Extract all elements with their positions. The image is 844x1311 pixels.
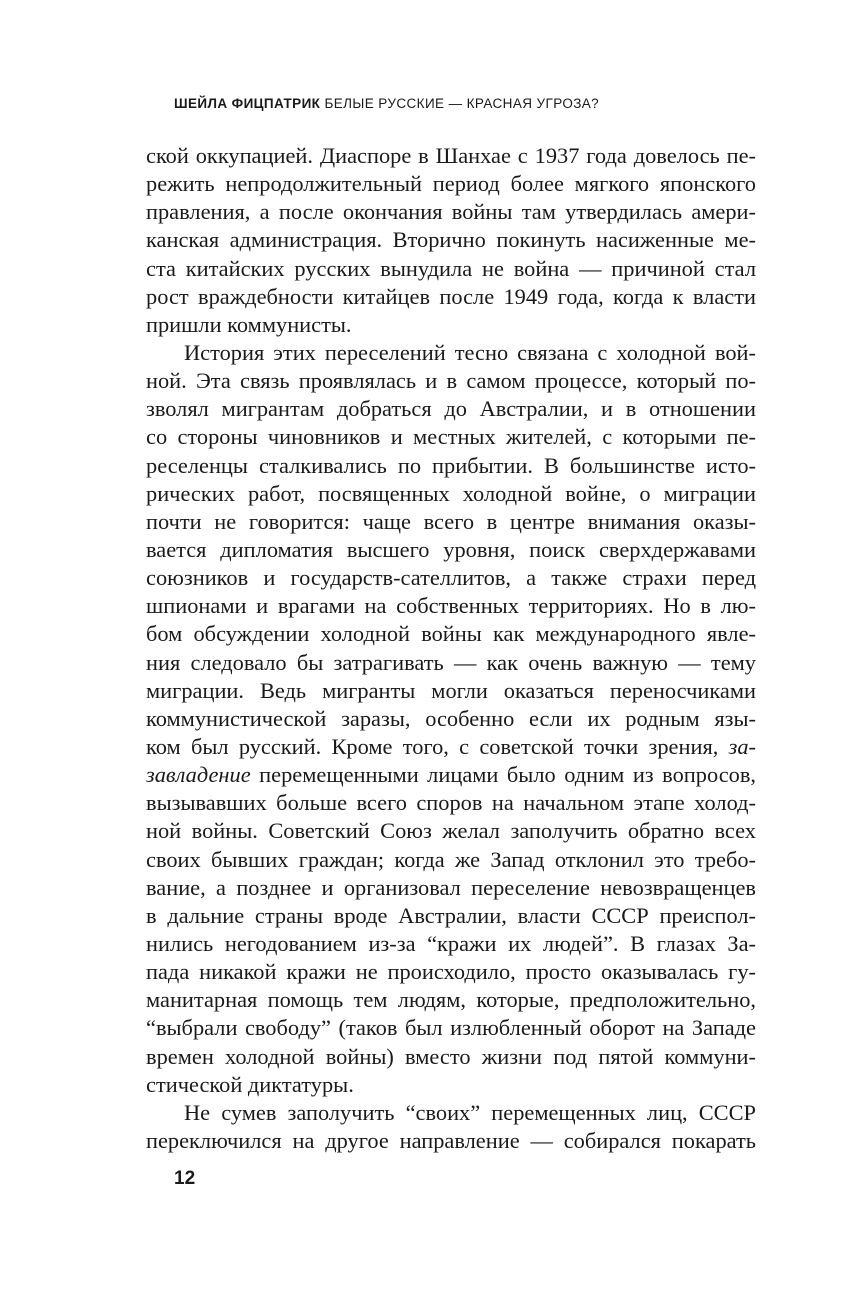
text-line: ной войны. Советский Союз желал заполучить обратно всех	[146, 818, 756, 844]
text-line: стической диктатуры.	[146, 1071, 354, 1097]
text-line: манитарная помощь тем людям, которые, предположительно,	[146, 987, 756, 1013]
text-line: вание, а позднее и организовал переселение невозвращенцев	[146, 874, 756, 900]
text-line-segment: ком был русский. Кроме того, с советской точки зрения,	[146, 733, 729, 759]
text-line: миграции. Ведь мигранты могли оказаться переносчиками	[146, 677, 756, 703]
text-line: реселенцы сталкивались по прибытии. В большинстве исто-	[146, 452, 756, 478]
text-line	[146, 733, 756, 761]
running-head	[174, 96, 774, 111]
text-line: союзников и государств-сателлитов, а также страхи перед	[146, 565, 756, 591]
text-line: зволял мигрантам добраться до Австралии, и в отношении	[146, 396, 756, 422]
emphasis: за-	[728, 733, 756, 759]
text-line: ния следовало бы затрагивать — как очень важную — тему	[146, 649, 756, 675]
text-line: коммунистической заразы, особенно если их родным язы-	[146, 705, 756, 731]
text-line: рост враждебности китайцев после 1949 года, когда к власти	[146, 283, 756, 309]
text-line: со стороны чиновников и местных жителей, с которыми пе-	[146, 424, 756, 450]
text-line: пришли коммунисты.	[146, 311, 352, 337]
text-line: канская администрация. Вторично покинуть насиженные ме-	[146, 227, 756, 253]
text-line: своих бывших граждан; когда же Запад отклонил это требо-	[146, 846, 756, 872]
text-line: переключился на другое направление — собирался покарать	[146, 1127, 756, 1153]
text-line: времен холодной войны) вместо жизни под пятой коммуни-	[146, 1043, 756, 1069]
text-line: ста китайских русских вынудила не война — причиной стал	[146, 255, 756, 281]
text-line: рических работ, посвященных холодной войне, о миграции	[146, 480, 756, 506]
text-line: вызывавших больше всего споров на начальном этапе холод-	[146, 790, 756, 816]
text-line: ской оккупацией. Диаспоре в Шанхае с 1937 года довелось пе-	[146, 143, 756, 168]
text-line: ной. Эта связь проявлялась и в самом процессе, который по-	[146, 368, 756, 394]
body-text	[146, 142, 756, 1155]
text-line: бом обсуждении холодной войны как международного явле-	[146, 621, 756, 647]
running-head-title: БЕЛЫЕ РУССКИЕ — КРАСНАЯ УГРОЗА?	[324, 96, 600, 111]
text-line: нились негодованием из-за “кражи их людей”. В глазах За-	[146, 930, 756, 956]
emphasis: завладение	[146, 762, 251, 788]
text-line	[146, 761, 756, 789]
text-line: “выбрали свободу” (таков был излюбленный оборот на Западе	[146, 1015, 756, 1041]
text-line: пада никакой кражи не происходило, просто оказывалась гу-	[146, 959, 756, 985]
text-line: шпионами и врагами на собственных территориях. Но в лю-	[146, 593, 756, 619]
text-line: в дальние страны вроде Австралии, власти СССР преиспол-	[146, 902, 756, 928]
text-line: История этих переселений тесно связана с холодной вой-	[184, 339, 756, 365]
text-line-segment: перемещенными лицами было одним из вопросов,	[250, 762, 756, 788]
running-head-author: ШЕЙЛА ФИЦПАТРИК	[174, 96, 321, 111]
page-number: 12	[174, 1168, 196, 1189]
text-line: вается дипломатия высшего уровня, поиск сверхдержавами	[146, 536, 756, 562]
text-line: режить непродолжительный период более мягкого японского	[146, 171, 756, 197]
text-line: правления, а после окончания войны там утвердилась амери-	[146, 199, 756, 225]
text-line: Не сумев заполучить “своих” перемещенных лиц, СССР	[184, 1099, 756, 1125]
text-line: почти не говорится: чаще всего в центре внимания оказы-	[146, 508, 756, 534]
